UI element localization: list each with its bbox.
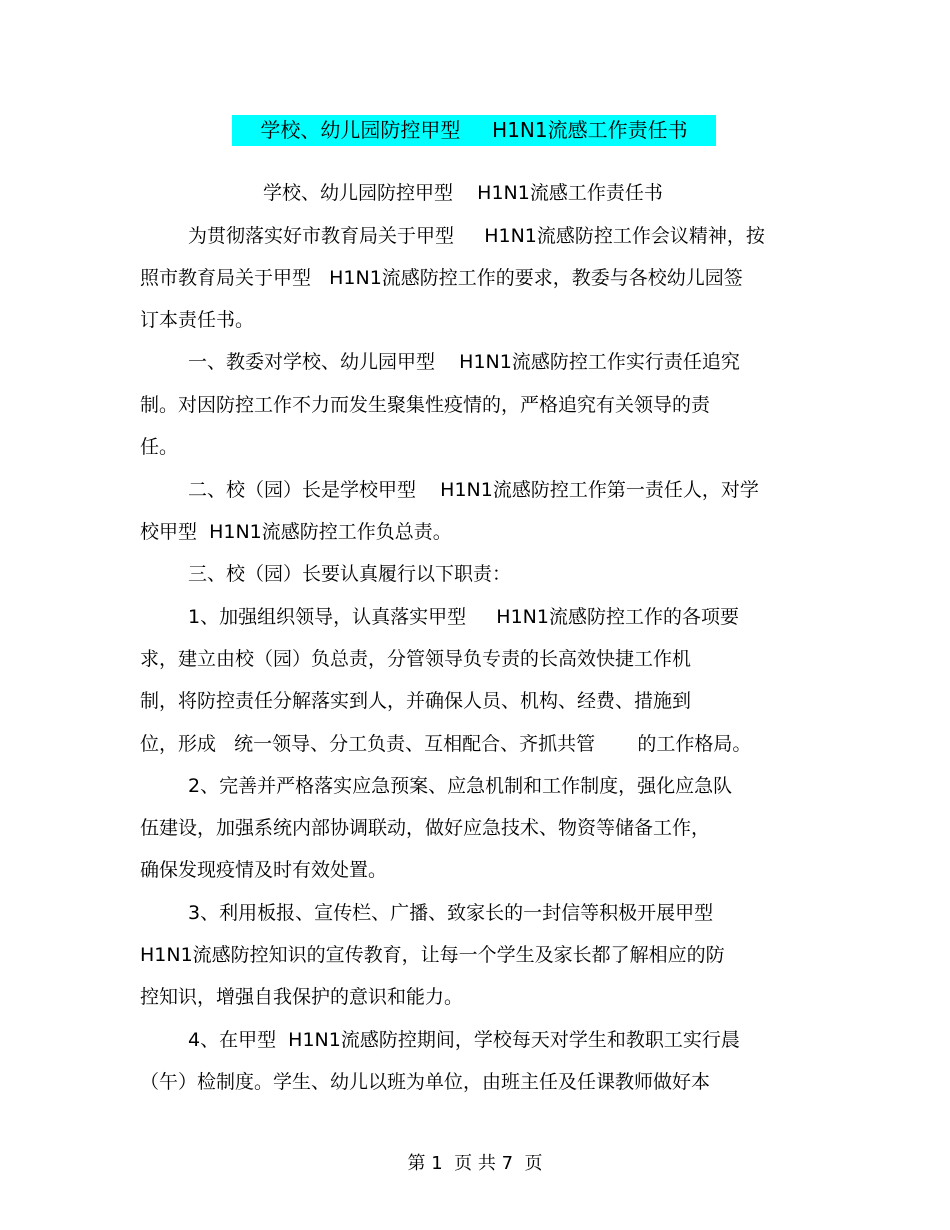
body-line: H1N1流感防控知识的宣传教育，让每一个学生及家长都了解相应的防 (140, 944, 725, 966)
subtitle-line: 学校、幼儿园防控甲型 H1N1流感工作责任书 (263, 182, 663, 204)
document-title: 学校、幼儿园防控甲型 H1N1流感工作责任书 (232, 115, 716, 146)
body-line: 求，建立由校（园）负总责，分管领导负专责的长高效快捷工作机 (140, 648, 692, 670)
body-line: 三、校（园）长要认真履行以下职责： (188, 563, 512, 585)
body-line: 制，将防控责任分解落实到人，并确保人员、机构、经费、措施到 (140, 690, 692, 712)
body-line: （午）检制度。学生、幼儿以班为单位，由班主任及任课教师做好本 (140, 1071, 711, 1093)
body-line: 位，形成 统一领导、分工负责、互相配合、齐抓共管 的工作格局。 (140, 733, 752, 755)
body-line: 任。 (140, 436, 179, 458)
body-line: 4、在甲型 H1N1流感防控期间，学校每天对学生和教职工实行晨 (188, 1029, 740, 1051)
body-line: 订本责任书。 (140, 309, 255, 331)
body-line: 控知识，增强自我保护的意识和能力。 (140, 986, 464, 1008)
body-line: 二、校（园）长是学校甲型 H1N1流感防控工作第一责任人，对学 (188, 479, 759, 501)
body-line: 校甲型 H1N1流感防控工作负总责。 (140, 521, 452, 543)
body-line: 伍建设，加强系统内部协调联动，做好应急技术、物资等储备工作， (140, 817, 711, 839)
body-line: 照市教育局关于甲型 H1N1流感防控工作的要求，教委与各校幼儿园签 (140, 267, 743, 289)
body-line: 2、完善并严格落实应急预案、应急机制和工作制度，强化应急队 (188, 775, 733, 797)
body-line: 制。对因防控工作不力而发生聚集性疫情的，严格追究有关领导的责 (140, 394, 711, 416)
body-line: 3、利用板报、宣传栏、广播、致家长的一封信等积极开展甲型 (188, 902, 714, 924)
body-line: 一、教委对学校、幼儿园甲型 H1N1流感防控工作实行责任追究 (188, 351, 740, 373)
body-line: 为贯彻落实好市教育局关于甲型 H1N1流感防控工作会议精神，按 (188, 225, 765, 247)
body-line: 确保发现疫情及时有效处置。 (140, 859, 388, 881)
body-line: 1、加强组织领导，认真落实甲型 H1N1流感防控工作的各项要 (188, 606, 739, 628)
page-footer: 第 1 页 共 7 页 (407, 1153, 543, 1174)
